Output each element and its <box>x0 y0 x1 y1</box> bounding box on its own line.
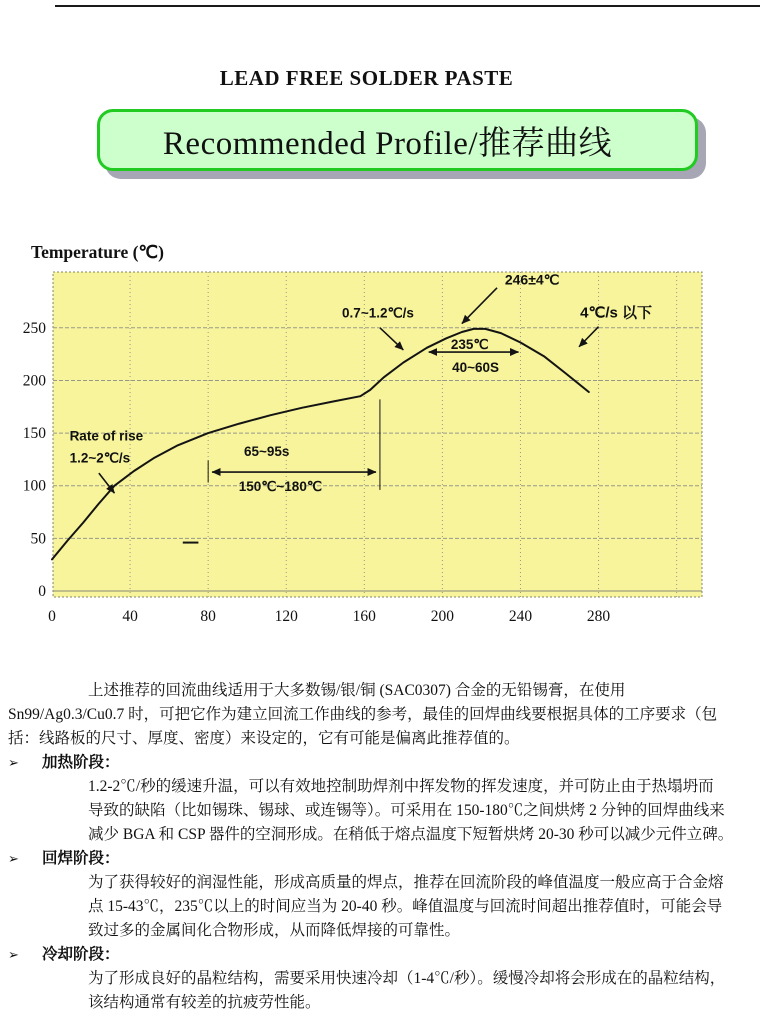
text-line: 为了形成良好的晶粒结构，需要采用快速冷却（1-4℃/秒）。缓慢冷却将会形成在的晶粒结构， <box>88 970 726 987</box>
x-tick-label: 80 <box>200 608 216 625</box>
reflow-profile-chart <box>0 225 760 655</box>
text-line: 该结构通常有较差的抗疲劳性能。 <box>88 994 321 1011</box>
profile-banner <box>97 109 698 171</box>
section-heading-label: 冷却阶段： <box>42 946 120 963</box>
bullet-arrow-icon: ➢ <box>8 755 19 770</box>
x-tick-label: 280 <box>586 608 611 625</box>
bullet-arrow-icon: ➢ <box>8 851 19 866</box>
y-tick-label: 0 <box>38 583 46 600</box>
text-line: 导致的缺陷（比如锡珠、锡球、或连锡等）。可采用在 150-180℃之间烘烤 2 分钟的回焊曲线来 <box>88 802 725 819</box>
banner-label: Recommended Profile/推荐曲线 <box>162 125 613 162</box>
chart-annotation-label: 235℃ <box>450 336 489 352</box>
y-tick-label: 250 <box>22 319 46 337</box>
section-heading-label: 加热阶段： <box>42 754 120 771</box>
text-line: 减少 BGA 和 CSP 器件的空洞形成。在稍低于熔点温度下短暂烘烤 20-30 秒可以减少元件立碑。 <box>88 826 734 843</box>
text-line: 为了获得较好的润湿性能，形成高质量的焊点，推荐在回流阶段的峰值温度一般应高于合金熔 <box>88 874 724 891</box>
text-line: 括：线路板的尺寸、厚度、密度）来设定的，它有可能是偏离此推荐值的。 <box>8 730 520 747</box>
chart-annotation-label: 246±4℃ <box>504 271 560 288</box>
page-title: LEAD FREE SOLDER PASTE <box>219 66 514 90</box>
x-tick-label: 200 <box>430 608 455 625</box>
chart-annotation-label: 65~95s <box>243 444 290 460</box>
x-tick-label: 40 <box>122 608 138 625</box>
text-line: 上述推荐的回流曲线适用于大多数锡/银/铜 (SAC0307) 合金的无铅锡膏，在使用 <box>88 682 626 699</box>
chart-annotation-label: 4℃/s 以下 <box>580 304 653 322</box>
text-line: 致过多的金属间化合物形成，从而降低焊接的可靠性。 <box>88 922 461 939</box>
chart-annotation-label: 40~60S <box>452 360 500 376</box>
y-tick-label: 50 <box>30 530 46 548</box>
section-heading-line <box>8 751 778 775</box>
chart-annotation-label: 0.7~1.2℃/s <box>342 305 414 321</box>
x-tick-label: 240 <box>508 608 533 625</box>
y-tick-label: 100 <box>22 477 46 495</box>
x-tick-label: 0 <box>48 608 56 625</box>
chart-annotation-label: 1.2~2℃/s <box>69 450 131 466</box>
text-line: 1.2-2℃/秒的缓速升温，可以有效地控制助焊剂中挥发物的挥发速度，并可防止由于热塌坍而 <box>88 778 714 795</box>
section-heading-line <box>8 943 778 967</box>
chart-annotation-label: 150℃~180℃ <box>238 478 323 494</box>
chart-title: Temperature (℃) <box>31 242 164 262</box>
y-tick-label: 150 <box>22 425 46 443</box>
x-tick-label: 160 <box>352 608 376 625</box>
section-heading-line <box>8 847 778 871</box>
text-line: 点 15-43℃，235℃以上的时间应当为 20-40 秒。峰值温度与回流时间超出推荐值时，可能会导 <box>88 898 723 915</box>
chart-layers <box>23 242 702 625</box>
text-line: Sn99/Ag0.3/Cu0.7 时，可把它作为建立回流工作曲线的参考，最佳的回焊曲线要根据具体的工序要求（包 <box>8 706 718 723</box>
y-tick-label: 200 <box>22 372 46 390</box>
body-text <box>8 679 778 1015</box>
bullet-arrow-icon: ➢ <box>8 947 19 962</box>
chart-annotation-label: Rate of rise <box>69 428 144 444</box>
header-rule <box>55 5 760 7</box>
x-tick-label: 120 <box>274 608 298 625</box>
section-heading-label: 回焊阶段： <box>42 850 120 867</box>
